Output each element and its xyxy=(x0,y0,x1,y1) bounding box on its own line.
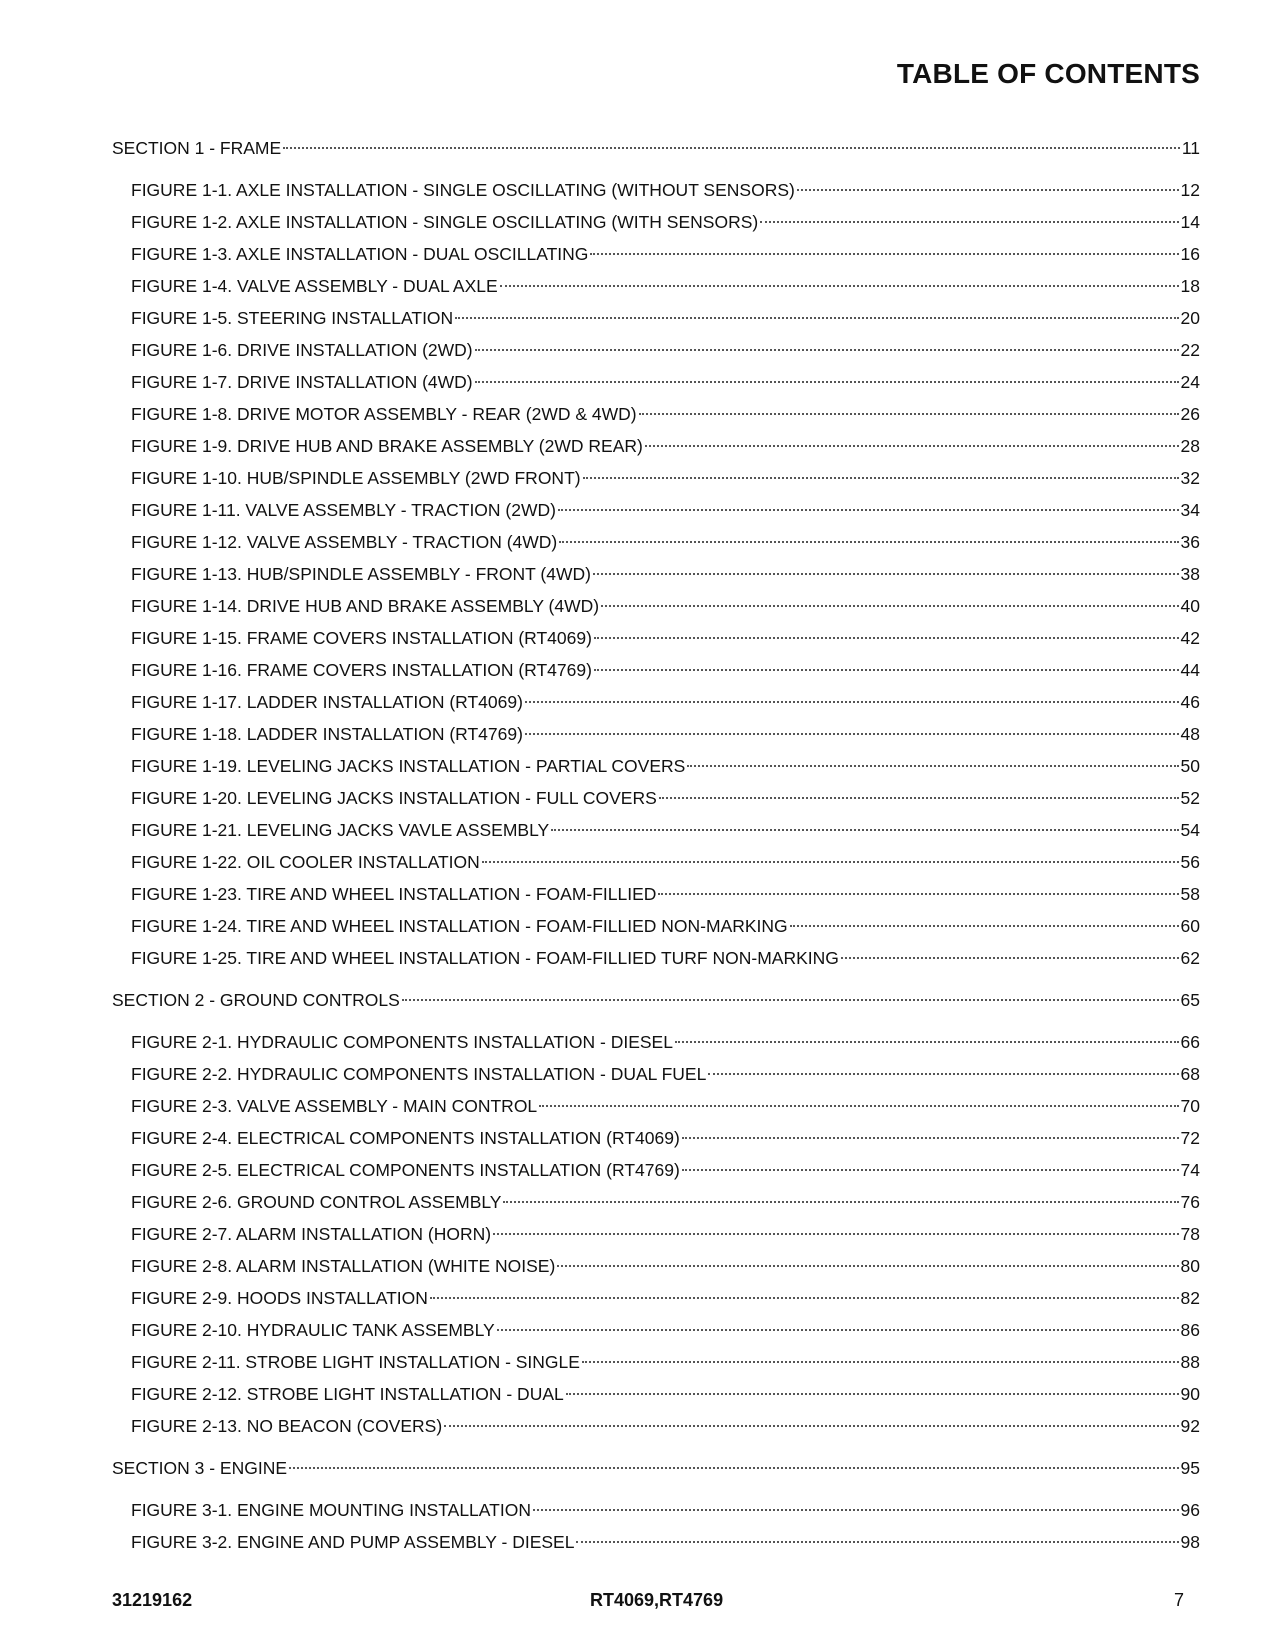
toc-entry-page: 14 xyxy=(1180,212,1200,232)
toc-figure-entry[interactable] xyxy=(112,1526,1200,1558)
toc-leader-dots xyxy=(444,1425,1178,1427)
toc-entry-label: FIGURE 2-2. HYDRAULIC COMPONENTS INSTALLATION - DUAL FUEL xyxy=(131,1064,707,1084)
toc-figure-entry[interactable] xyxy=(112,1410,1200,1442)
toc-entry-label: FIGURE 1-19. LEVELING JACKS INSTALLATION - PARTIAL COVERS xyxy=(131,756,686,776)
toc-entry-label: FIGURE 3-2. ENGINE AND PUMP ASSEMBLY - DIESEL xyxy=(131,1532,575,1552)
toc-entry-page: 52 xyxy=(1180,788,1200,808)
toc-leader-dots xyxy=(430,1297,1179,1299)
toc-entry-label: FIGURE 1-15. FRAME COVERS INSTALLATION (RT4069) xyxy=(131,628,592,648)
model-name: RT4069,RT4769 xyxy=(590,1590,724,1610)
toc-entry-label: FIGURE 1-18. LADDER INSTALLATION (RT4769) xyxy=(131,724,523,744)
table-of-contents xyxy=(112,132,1200,1558)
toc-entry-page: 58 xyxy=(1180,884,1200,904)
toc-entry-page: 66 xyxy=(1180,1032,1200,1052)
toc-leader-dots xyxy=(525,733,1179,735)
toc-leader-dots xyxy=(583,477,1179,479)
toc-leader-dots xyxy=(500,285,1179,287)
toc-leader-dots xyxy=(797,189,1179,191)
toc-leader-dots xyxy=(659,797,1179,799)
toc-entry-page: 72 xyxy=(1180,1128,1200,1148)
toc-entry-label: FIGURE 3-1. ENGINE MOUNTING INSTALLATION xyxy=(131,1500,531,1520)
toc-figure-entry[interactable] xyxy=(112,1154,1200,1186)
toc-entry-page: 88 xyxy=(1180,1352,1200,1372)
toc-entry-label: FIGURE 1-17. LADDER INSTALLATION (RT4069) xyxy=(131,692,523,712)
toc-leader-dots xyxy=(593,573,1179,575)
toc-entry-label: FIGURE 2-3. VALVE ASSEMBLY - MAIN CONTROL xyxy=(131,1096,538,1116)
toc-figure-entry[interactable] xyxy=(112,494,1200,526)
toc-entry-label: FIGURE 1-4. VALVE ASSEMBLY - DUAL AXLE xyxy=(131,276,498,296)
toc-entry-page: 26 xyxy=(1180,404,1200,424)
toc-entry-page: 16 xyxy=(1180,244,1200,264)
toc-leader-dots xyxy=(601,605,1178,607)
toc-figure-entry[interactable] xyxy=(112,782,1200,814)
toc-entry-page: 18 xyxy=(1180,276,1200,296)
toc-entry-label: FIGURE 2-6. GROUND CONTROL ASSEMBLY xyxy=(131,1192,502,1212)
toc-section-entry[interactable] xyxy=(112,1452,1200,1484)
toc-figure-entry[interactable] xyxy=(112,942,1200,974)
toc-figure-entry[interactable] xyxy=(112,686,1200,718)
toc-figure-entry[interactable] xyxy=(112,1186,1200,1218)
toc-figure-entry[interactable] xyxy=(112,462,1200,494)
toc-entry-label: FIGURE 1-5. STEERING INSTALLATION xyxy=(131,308,454,328)
toc-entry-page: 42 xyxy=(1180,628,1200,648)
toc-entry-label: FIGURE 1-8. DRIVE MOTOR ASSEMBLY - REAR (2WD & 4WD) xyxy=(131,404,637,424)
toc-figure-entry[interactable] xyxy=(112,1122,1200,1154)
toc-entry-label: FIGURE 1-25. TIRE AND WHEEL INSTALLATION - FOAM-FILLIED TURF NON-MARKING xyxy=(131,948,839,968)
toc-entry-label: FIGURE 2-4. ELECTRICAL COMPONENTS INSTALLATION (RT4069) xyxy=(131,1128,680,1148)
toc-leader-dots xyxy=(658,893,1178,895)
toc-entry-page: 98 xyxy=(1180,1532,1200,1552)
toc-entry-label: FIGURE 2-10. HYDRAULIC TANK ASSEMBLY xyxy=(131,1320,495,1340)
toc-figure-entry[interactable] xyxy=(112,1218,1200,1250)
toc-figure-entry[interactable] xyxy=(112,1314,1200,1346)
toc-entry-label: FIGURE 1-13. HUB/SPINDLE ASSEMBLY - FRONT (4WD) xyxy=(131,564,591,584)
toc-entry-page: 65 xyxy=(1180,990,1200,1010)
toc-entry-label: FIGURE 2-11. STROBE LIGHT INSTALLATION - SINGLE xyxy=(131,1352,580,1372)
toc-leader-dots xyxy=(841,957,1179,959)
toc-entry-label: FIGURE 2-9. HOODS INSTALLATION xyxy=(131,1288,428,1308)
toc-figure-entry[interactable] xyxy=(112,526,1200,558)
toc-entry-page: 56 xyxy=(1180,852,1200,872)
toc-figure-entry[interactable] xyxy=(112,238,1200,270)
toc-figure-entry[interactable] xyxy=(112,846,1200,878)
toc-entry-label: FIGURE 1-7. DRIVE INSTALLATION (4WD) xyxy=(131,372,473,392)
toc-figure-entry[interactable] xyxy=(112,1494,1200,1526)
toc-entry-label: FIGURE 1-14. DRIVE HUB AND BRAKE ASSEMBLY (4WD) xyxy=(131,596,600,616)
toc-entry-page: 46 xyxy=(1180,692,1200,712)
toc-figure-entry[interactable] xyxy=(112,206,1200,238)
toc-leader-dots xyxy=(533,1509,1179,1511)
toc-figure-entry[interactable] xyxy=(112,590,1200,622)
toc-entry-label: FIGURE 1-12. VALVE ASSEMBLY - TRACTION (4WD) xyxy=(131,532,558,552)
toc-figure-entry[interactable] xyxy=(112,622,1200,654)
toc-leader-dots xyxy=(590,253,1178,255)
toc-leader-dots xyxy=(497,1329,1179,1331)
toc-entry-label: FIGURE 2-8. ALARM INSTALLATION (WHITE NOISE) xyxy=(131,1256,556,1276)
toc-figure-entry[interactable] xyxy=(112,654,1200,686)
toc-leader-dots xyxy=(557,1265,1178,1267)
toc-section-entry[interactable] xyxy=(112,132,1200,164)
toc-figure-entry[interactable] xyxy=(112,398,1200,430)
toc-entry-label: FIGURE 1-22. OIL COOLER INSTALLATION xyxy=(131,852,480,872)
toc-entry-page: 78 xyxy=(1180,1224,1200,1244)
toc-entry-label: FIGURE 2-13. NO BEACON (COVERS) xyxy=(131,1416,443,1436)
toc-entry-page: 40 xyxy=(1180,596,1200,616)
toc-entry-page: 24 xyxy=(1180,372,1200,392)
toc-entry-label: FIGURE 1-9. DRIVE HUB AND BRAKE ASSEMBLY (2WD REAR) xyxy=(131,436,643,456)
toc-leader-dots xyxy=(790,925,1179,927)
toc-entry-label: FIGURE 1-11. VALVE ASSEMBLY - TRACTION (2WD) xyxy=(131,500,556,520)
toc-entry-label: FIGURE 2-12. STROBE LIGHT INSTALLATION - DUAL xyxy=(131,1384,564,1404)
toc-entry-label: FIGURE 2-7. ALARM INSTALLATION (HORN) xyxy=(131,1224,492,1244)
toc-entry-label: FIGURE 1-20. LEVELING JACKS INSTALLATION - FULL COVERS xyxy=(131,788,657,808)
toc-figure-entry[interactable] xyxy=(112,558,1200,590)
toc-figure-entry[interactable] xyxy=(112,1378,1200,1410)
toc-entry-label: FIGURE 1-10. HUB/SPINDLE ASSEMBLY (2WD FRONT) xyxy=(131,468,581,488)
document-number: 31219162 xyxy=(112,1590,193,1610)
toc-leader-dots xyxy=(558,509,1179,511)
toc-leader-dots xyxy=(503,1201,1178,1203)
toc-leader-dots xyxy=(760,221,1178,223)
toc-entry-page: 60 xyxy=(1180,916,1200,936)
toc-entry-page: 22 xyxy=(1180,340,1200,360)
toc-leader-dots xyxy=(475,349,1179,351)
toc-figure-entry[interactable] xyxy=(112,270,1200,302)
page-title: TABLE OF CONTENTS xyxy=(896,58,1200,89)
toc-section-entry[interactable] xyxy=(112,984,1200,1016)
toc-leader-dots xyxy=(645,445,1179,447)
toc-entry-page: 38 xyxy=(1180,564,1200,584)
toc-leader-dots xyxy=(283,147,1180,149)
toc-leader-dots xyxy=(482,861,1179,863)
toc-figure-entry[interactable] xyxy=(112,750,1200,782)
toc-figure-entry[interactable] xyxy=(112,174,1200,206)
toc-entry-page: 68 xyxy=(1180,1064,1200,1084)
toc-leader-dots xyxy=(682,1137,1179,1139)
toc-entry-label: FIGURE 1-6. DRIVE INSTALLATION (2WD) xyxy=(131,340,473,360)
toc-leader-dots xyxy=(576,1541,1178,1543)
toc-figure-entry[interactable] xyxy=(112,1346,1200,1378)
toc-leader-dots xyxy=(687,765,1178,767)
toc-figure-entry[interactable] xyxy=(112,910,1200,942)
toc-figure-entry[interactable] xyxy=(112,1090,1200,1122)
toc-figure-entry[interactable] xyxy=(112,814,1200,846)
toc-entry-label: SECTION 2 - GROUND CONTROLS xyxy=(112,990,400,1010)
toc-entry-page: 92 xyxy=(1180,1416,1200,1436)
toc-leader-dots xyxy=(708,1073,1178,1075)
page-footer xyxy=(112,1590,1200,1614)
toc-leader-dots xyxy=(289,1467,1179,1469)
toc-entry-page: 95 xyxy=(1180,1458,1200,1478)
toc-entry-label: SECTION 3 - ENGINE xyxy=(112,1458,288,1478)
toc-entry-page: 28 xyxy=(1180,436,1200,456)
toc-leader-dots xyxy=(493,1233,1178,1235)
toc-entry-page: 36 xyxy=(1180,532,1200,552)
toc-leader-dots xyxy=(675,1041,1179,1043)
toc-figure-entry[interactable] xyxy=(112,334,1200,366)
toc-leader-dots xyxy=(539,1105,1178,1107)
toc-leader-dots xyxy=(455,317,1178,319)
toc-entry-label: FIGURE 2-5. ELECTRICAL COMPONENTS INSTALLATION (RT4769) xyxy=(131,1160,680,1180)
page-number: 7 xyxy=(1173,1590,1184,1610)
toc-entry-label: FIGURE 1-21. LEVELING JACKS VAVLE ASSEMBLY xyxy=(131,820,550,840)
toc-entry-page: 44 xyxy=(1180,660,1200,680)
toc-entry-label: FIGURE 1-16. FRAME COVERS INSTALLATION (RT4769) xyxy=(131,660,592,680)
toc-leader-dots xyxy=(402,999,1179,1001)
toc-entry-page: 48 xyxy=(1180,724,1200,744)
toc-entry-label: FIGURE 1-2. AXLE INSTALLATION - SINGLE OSCILLATING (WITH SENSORS) xyxy=(131,212,759,232)
toc-entry-label: FIGURE 1-23. TIRE AND WHEEL INSTALLATION - FOAM-FILLIED xyxy=(131,884,657,904)
toc-figure-entry[interactable] xyxy=(112,302,1200,334)
toc-entry-label: FIGURE 1-3. AXLE INSTALLATION - DUAL OSCILLATING xyxy=(131,244,589,264)
toc-figure-entry[interactable] xyxy=(112,430,1200,462)
toc-figure-entry[interactable] xyxy=(112,1250,1200,1282)
toc-entry-label: FIGURE 2-1. HYDRAULIC COMPONENTS INSTALLATION - DIESEL xyxy=(131,1032,673,1052)
toc-entry-label: FIGURE 1-24. TIRE AND WHEEL INSTALLATION - FOAM-FILLIED NON-MARKING xyxy=(131,916,788,936)
toc-figure-entry[interactable] xyxy=(112,718,1200,750)
toc-entry-page: 62 xyxy=(1180,948,1200,968)
toc-entry-page: 74 xyxy=(1180,1160,1200,1180)
toc-leader-dots xyxy=(551,829,1178,831)
toc-figure-entry[interactable] xyxy=(112,1026,1200,1058)
toc-figure-entry[interactable] xyxy=(112,1282,1200,1314)
toc-entry-page: 70 xyxy=(1180,1096,1200,1116)
toc-figure-entry[interactable] xyxy=(112,878,1200,910)
toc-entry-page: 96 xyxy=(1180,1500,1200,1520)
toc-entry-page: 54 xyxy=(1180,820,1200,840)
toc-figure-entry[interactable] xyxy=(112,366,1200,398)
toc-entry-label: FIGURE 1-1. AXLE INSTALLATION - SINGLE OSCILLATING (WITHOUT SENSORS) xyxy=(131,180,795,200)
toc-entry-page: 20 xyxy=(1180,308,1200,328)
toc-leader-dots xyxy=(582,1361,1179,1363)
toc-leader-dots xyxy=(559,541,1178,543)
toc-entry-page: 90 xyxy=(1180,1384,1200,1404)
toc-leader-dots xyxy=(525,701,1179,703)
toc-leader-dots xyxy=(475,381,1179,383)
toc-entry-page: 50 xyxy=(1180,756,1200,776)
toc-entry-page: 80 xyxy=(1180,1256,1200,1276)
toc-leader-dots xyxy=(594,669,1179,671)
toc-entry-page: 76 xyxy=(1180,1192,1200,1212)
toc-leader-dots xyxy=(566,1393,1179,1395)
toc-entry-page: 32 xyxy=(1180,468,1200,488)
toc-entry-page: 12 xyxy=(1180,180,1200,200)
toc-entry-page: 34 xyxy=(1180,500,1200,520)
toc-entry-page: 86 xyxy=(1180,1320,1200,1340)
toc-figure-entry[interactable] xyxy=(112,1058,1200,1090)
toc-entry-label: SECTION 1 - FRAME xyxy=(112,138,282,158)
toc-entry-page: 82 xyxy=(1180,1288,1200,1308)
toc-leader-dots xyxy=(682,1169,1179,1171)
toc-leader-dots xyxy=(639,413,1179,415)
toc-entry-page: 11 xyxy=(1181,138,1200,158)
toc-leader-dots xyxy=(594,637,1179,639)
